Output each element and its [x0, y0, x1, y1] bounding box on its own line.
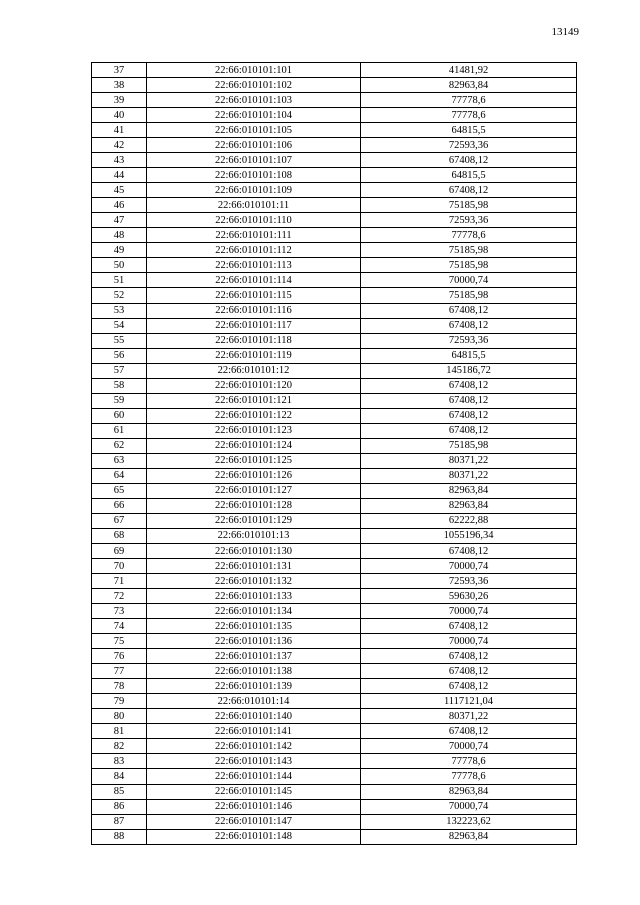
table-row [92, 528, 577, 543]
cadastral-value-cell: 72593,36 [361, 138, 577, 153]
cadastral-value-cell: 77778,6 [361, 93, 577, 108]
cadastral-value-cell: 67408,12 [361, 649, 577, 664]
table-row [92, 769, 577, 784]
cadastral-number-cell: 22:66:010101:140 [147, 709, 361, 724]
table-row [92, 664, 577, 679]
cadastral-value-cell: 145186,72 [361, 363, 577, 378]
row-number-cell: 63 [92, 453, 147, 468]
table-row [92, 348, 577, 363]
table-row [92, 544, 577, 559]
table-row [92, 153, 577, 168]
cadastral-number-cell: 22:66:010101:12 [147, 363, 361, 378]
cadastral-number-cell: 22:66:010101:14 [147, 694, 361, 709]
table-row [92, 183, 577, 198]
cadastral-value-cell: 82963,84 [361, 483, 577, 498]
table-row [92, 589, 577, 604]
cadastral-value-cell: 77778,6 [361, 769, 577, 784]
cadastral-value-cell: 64815,5 [361, 168, 577, 183]
table-row [92, 333, 577, 348]
table-row [92, 468, 577, 483]
cadastral-value-cell: 82963,84 [361, 498, 577, 513]
cadastral-value-cell: 67408,12 [361, 544, 577, 559]
cadastral-value-cell: 67408,12 [361, 664, 577, 679]
row-number-cell: 42 [92, 138, 147, 153]
cadastral-value-cell: 80371,22 [361, 709, 577, 724]
cadastral-number-cell: 22:66:010101:142 [147, 739, 361, 754]
cadastral-number-cell: 22:66:010101:121 [147, 393, 361, 408]
table-row [92, 318, 577, 333]
row-number-cell: 83 [92, 754, 147, 769]
row-number-cell: 82 [92, 739, 147, 754]
cadastral-value-cell: 75185,98 [361, 198, 577, 213]
cadastral-value-cell: 72593,36 [361, 213, 577, 228]
cadastral-value-cell: 72593,36 [361, 333, 577, 348]
cadastral-value-cell: 75185,98 [361, 258, 577, 273]
table-row [92, 604, 577, 619]
cadastral-number-cell: 22:66:010101:138 [147, 664, 361, 679]
cadastral-value-cell: 72593,36 [361, 574, 577, 589]
row-number-cell: 51 [92, 273, 147, 288]
row-number-cell: 61 [92, 423, 147, 438]
cadastral-value-cell: 41481,92 [361, 63, 577, 78]
cadastral-number-cell: 22:66:010101:11 [147, 198, 361, 213]
row-number-cell: 38 [92, 78, 147, 93]
cadastral-number-cell: 22:66:010101:125 [147, 453, 361, 468]
cadastral-value-cell: 82963,84 [361, 784, 577, 799]
row-number-cell: 86 [92, 799, 147, 814]
table-row [92, 363, 577, 378]
cadastral-number-cell: 22:66:010101:137 [147, 649, 361, 664]
row-number-cell: 56 [92, 348, 147, 363]
cadastral-number-cell: 22:66:010101:139 [147, 679, 361, 694]
row-number-cell: 46 [92, 198, 147, 213]
cadastral-value-cell: 82963,84 [361, 829, 577, 844]
cadastral-number-cell: 22:66:010101:131 [147, 559, 361, 574]
cadastral-value-cell: 70000,74 [361, 604, 577, 619]
cadastral-value-cell: 77778,6 [361, 108, 577, 123]
row-number-cell: 85 [92, 784, 147, 799]
table-row [92, 574, 577, 589]
table-row [92, 694, 577, 709]
table-row [92, 513, 577, 528]
row-number-cell: 73 [92, 604, 147, 619]
cadastral-number-cell: 22:66:010101:102 [147, 78, 361, 93]
cadastral-number-cell: 22:66:010101:132 [147, 574, 361, 589]
row-number-cell: 37 [92, 63, 147, 78]
table-row [92, 724, 577, 739]
table-row [92, 799, 577, 814]
table-row [92, 273, 577, 288]
row-number-cell: 71 [92, 574, 147, 589]
table-row [92, 108, 577, 123]
table-row [92, 93, 577, 108]
cadastral-number-cell: 22:66:010101:104 [147, 108, 361, 123]
cadastral-number-cell: 22:66:010101:106 [147, 138, 361, 153]
row-number-cell: 65 [92, 483, 147, 498]
row-number-cell: 53 [92, 303, 147, 318]
table-row [92, 408, 577, 423]
cadastral-number-cell: 22:66:010101:105 [147, 123, 361, 138]
cadastral-number-cell: 22:66:010101:144 [147, 769, 361, 784]
table-row [92, 453, 577, 468]
cadastral-value-cell: 80371,22 [361, 453, 577, 468]
cadastral-value-cell: 70000,74 [361, 559, 577, 574]
cadastral-value-cell: 64815,5 [361, 123, 577, 138]
table-row [92, 814, 577, 829]
row-number-cell: 68 [92, 528, 147, 543]
table-row [92, 423, 577, 438]
cadastral-number-cell: 22:66:010101:133 [147, 589, 361, 604]
table-row [92, 483, 577, 498]
table-row [92, 258, 577, 273]
row-number-cell: 39 [92, 93, 147, 108]
row-number-cell: 66 [92, 498, 147, 513]
cadastral-number-cell: 22:66:010101:115 [147, 288, 361, 303]
cadastral-value-cell: 67408,12 [361, 423, 577, 438]
table-row [92, 634, 577, 649]
table-row [92, 63, 577, 78]
table-row [92, 393, 577, 408]
row-number-cell: 84 [92, 769, 147, 784]
cadastral-value-cell: 75185,98 [361, 288, 577, 303]
row-number-cell: 52 [92, 288, 147, 303]
row-number-cell: 40 [92, 108, 147, 123]
table-row [92, 168, 577, 183]
cadastral-number-cell: 22:66:010101:114 [147, 273, 361, 288]
table-row [92, 784, 577, 799]
cadastral-number-cell: 22:66:010101:111 [147, 228, 361, 243]
cadastral-value-cell: 67408,12 [361, 679, 577, 694]
cadastral-value-cell: 67408,12 [361, 724, 577, 739]
cadastral-number-cell: 22:66:010101:122 [147, 408, 361, 423]
cadastral-number-cell: 22:66:010101:126 [147, 468, 361, 483]
cadastral-value-cell: 67408,12 [361, 378, 577, 393]
row-number-cell: 81 [92, 724, 147, 739]
cadastral-number-cell: 22:66:010101:136 [147, 634, 361, 649]
cadastral-number-cell: 22:66:010101:124 [147, 438, 361, 453]
row-number-cell: 87 [92, 814, 147, 829]
cadastral-number-cell: 22:66:010101:135 [147, 619, 361, 634]
table-row [92, 288, 577, 303]
cadastral-number-cell: 22:66:010101:146 [147, 799, 361, 814]
cadastral-number-cell: 22:66:010101:118 [147, 333, 361, 348]
table-row [92, 498, 577, 513]
table-row [92, 213, 577, 228]
row-number-cell: 41 [92, 123, 147, 138]
cadastral-number-cell: 22:66:010101:113 [147, 258, 361, 273]
row-number-cell: 77 [92, 664, 147, 679]
table-row [92, 739, 577, 754]
row-number-cell: 60 [92, 408, 147, 423]
table-row [92, 619, 577, 634]
cadastral-number-cell: 22:66:010101:103 [147, 93, 361, 108]
cadastral-value-table [91, 62, 577, 845]
row-number-cell: 57 [92, 363, 147, 378]
row-number-cell: 69 [92, 544, 147, 559]
row-number-cell: 79 [92, 694, 147, 709]
table-row [92, 829, 577, 844]
cadastral-number-cell: 22:66:010101:13 [147, 528, 361, 543]
cadastral-number-cell: 22:66:010101:120 [147, 378, 361, 393]
table-row [92, 709, 577, 724]
row-number-cell: 49 [92, 243, 147, 258]
cadastral-number-cell: 22:66:010101:116 [147, 303, 361, 318]
page-number: 13149 [551, 26, 579, 38]
table-row [92, 198, 577, 213]
row-number-cell: 70 [92, 559, 147, 574]
row-number-cell: 50 [92, 258, 147, 273]
row-number-cell: 45 [92, 183, 147, 198]
cadastral-value-cell: 67408,12 [361, 153, 577, 168]
cadastral-value-cell: 67408,12 [361, 303, 577, 318]
row-number-cell: 44 [92, 168, 147, 183]
cadastral-value-cell: 75185,98 [361, 243, 577, 258]
row-number-cell: 48 [92, 228, 147, 243]
cadastral-number-cell: 22:66:010101:129 [147, 513, 361, 528]
cadastral-number-cell: 22:66:010101:143 [147, 754, 361, 769]
cadastral-number-cell: 22:66:010101:130 [147, 544, 361, 559]
cadastral-number-cell: 22:66:010101:117 [147, 318, 361, 333]
row-number-cell: 58 [92, 378, 147, 393]
cadastral-value-cell: 67408,12 [361, 408, 577, 423]
cadastral-value-cell: 70000,74 [361, 634, 577, 649]
cadastral-number-cell: 22:66:010101:127 [147, 483, 361, 498]
cadastral-value-cell: 1117121,04 [361, 694, 577, 709]
cadastral-number-cell: 22:66:010101:145 [147, 784, 361, 799]
cadastral-value-cell: 67408,12 [361, 183, 577, 198]
table-row [92, 679, 577, 694]
row-number-cell: 62 [92, 438, 147, 453]
row-number-cell: 59 [92, 393, 147, 408]
cadastral-number-cell: 22:66:010101:101 [147, 63, 361, 78]
cadastral-value-cell: 67408,12 [361, 318, 577, 333]
table-row [92, 649, 577, 664]
row-number-cell: 72 [92, 589, 147, 604]
row-number-cell: 75 [92, 634, 147, 649]
cadastral-number-cell: 22:66:010101:141 [147, 724, 361, 739]
cadastral-value-cell: 70000,74 [361, 273, 577, 288]
cadastral-value-cell: 67408,12 [361, 619, 577, 634]
cadastral-number-cell: 22:66:010101:119 [147, 348, 361, 363]
row-number-cell: 64 [92, 468, 147, 483]
cadastral-value-cell: 77778,6 [361, 228, 577, 243]
cadastral-value-cell: 1055196,34 [361, 528, 577, 543]
cadastral-number-cell: 22:66:010101:128 [147, 498, 361, 513]
table-row [92, 78, 577, 93]
row-number-cell: 76 [92, 649, 147, 664]
cadastral-number-cell: 22:66:010101:134 [147, 604, 361, 619]
cadastral-value-cell: 67408,12 [361, 393, 577, 408]
cadastral-number-cell: 22:66:010101:108 [147, 168, 361, 183]
cadastral-number-cell: 22:66:010101:109 [147, 183, 361, 198]
cadastral-value-cell: 77778,6 [361, 754, 577, 769]
cadastral-number-cell: 22:66:010101:147 [147, 814, 361, 829]
row-number-cell: 55 [92, 333, 147, 348]
table-row [92, 303, 577, 318]
table-row [92, 123, 577, 138]
table-row [92, 243, 577, 258]
cadastral-value-cell: 82963,84 [361, 78, 577, 93]
cadastral-value-cell: 75185,98 [361, 438, 577, 453]
table-row [92, 378, 577, 393]
cadastral-value-cell: 132223,62 [361, 814, 577, 829]
table-row [92, 754, 577, 769]
cadastral-number-cell: 22:66:010101:107 [147, 153, 361, 168]
table-row [92, 559, 577, 574]
cadastral-number-cell: 22:66:010101:123 [147, 423, 361, 438]
cadastral-value-cell: 64815,5 [361, 348, 577, 363]
cadastral-value-cell: 70000,74 [361, 739, 577, 754]
row-number-cell: 74 [92, 619, 147, 634]
table-row [92, 228, 577, 243]
cadastral-value-cell: 59630,26 [361, 589, 577, 604]
table-row [92, 438, 577, 453]
row-number-cell: 78 [92, 679, 147, 694]
row-number-cell: 43 [92, 153, 147, 168]
table-body [92, 63, 577, 845]
cadastral-value-cell: 80371,22 [361, 468, 577, 483]
cadastral-value-cell: 70000,74 [361, 799, 577, 814]
row-number-cell: 88 [92, 829, 147, 844]
row-number-cell: 80 [92, 709, 147, 724]
cadastral-number-cell: 22:66:010101:112 [147, 243, 361, 258]
row-number-cell: 54 [92, 318, 147, 333]
cadastral-number-cell: 22:66:010101:148 [147, 829, 361, 844]
row-number-cell: 67 [92, 513, 147, 528]
row-number-cell: 47 [92, 213, 147, 228]
cadastral-number-cell: 22:66:010101:110 [147, 213, 361, 228]
cadastral-value-cell: 62222,88 [361, 513, 577, 528]
table-row [92, 138, 577, 153]
